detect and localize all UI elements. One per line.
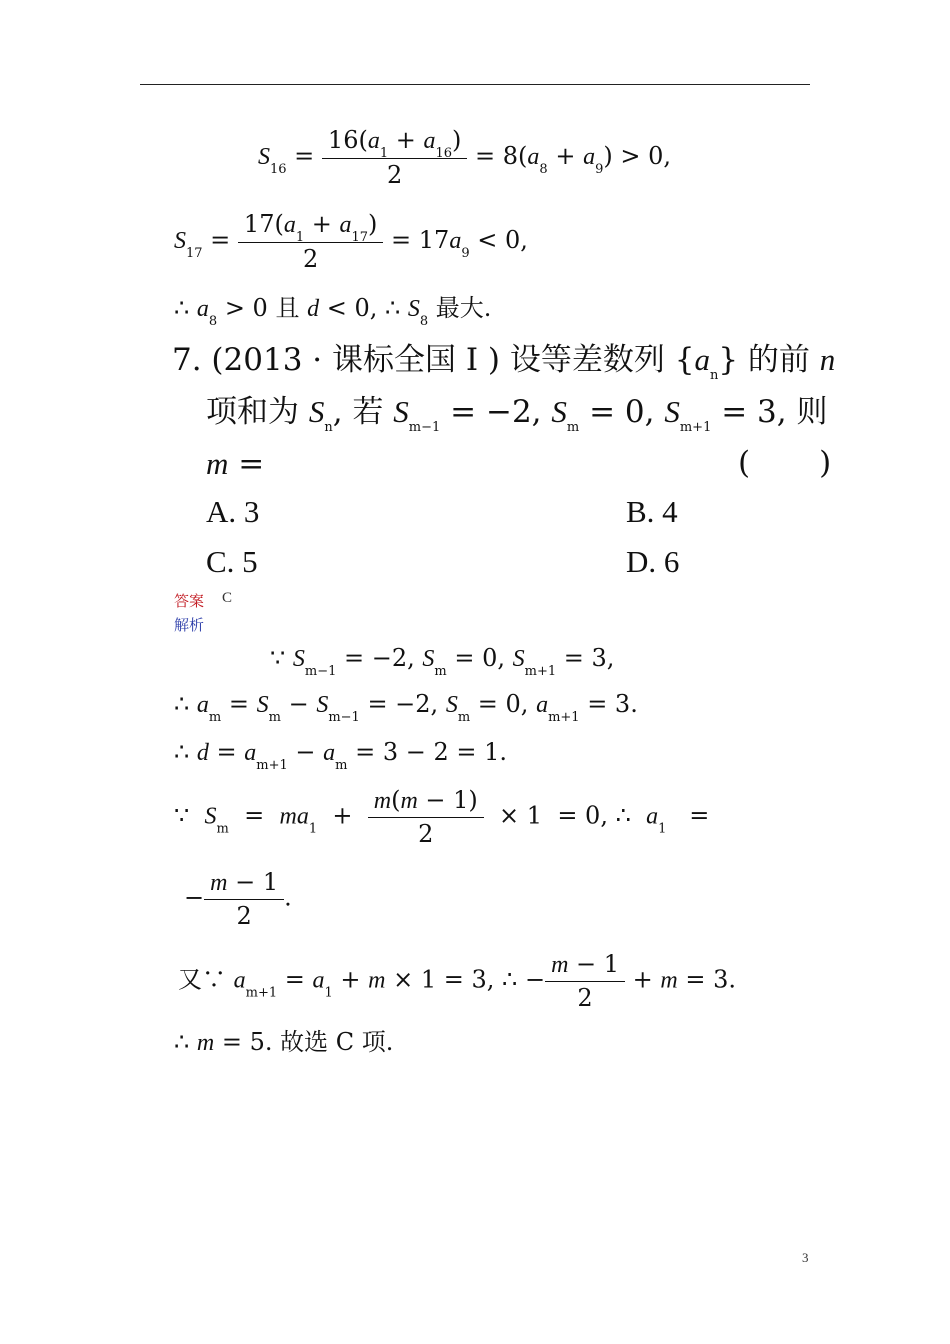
question-line-1: 7. (2013 · 课标全国 Ⅰ ) 设等差数列 $\{a_n\}$ 的前 n — [172, 342, 836, 383]
analysis-line-4: ∵ $S_m = ma_1$ + $\frac{m(m - 1)}{2}$ × 1 = 0, ∴ $a_1$ = — [174, 786, 710, 848]
analysis-line-3: ∴ $d = a_{m+1} - a_m = 3 - 2 = 1$. — [174, 738, 508, 773]
question-line-2: 项和为 $S_n$, 若 $S_{m-1} = -2$, $S_m = 0$, $S_{m+1} = 3$, 则 — [206, 394, 828, 435]
question-line-3: m = — [206, 446, 265, 482]
option-b: B. 4 — [626, 494, 678, 529]
answer-paren: ( ) — [738, 445, 832, 481]
s16-equation: $S_{16}$ = $\frac{16(a_1 + a_{16})}{2}$ = $8(a_8 + a_9) > 0$, — [258, 126, 671, 189]
s8-conclusion: ∴ $a_8 > 0$ 且 d < 0, ∴ $S_8$ 最大. — [174, 294, 492, 329]
s17-equation: $S_{17}$ = $\frac{17(a_1 + a_{17})}{2}$ = $17a_9 < 0$, — [174, 210, 528, 273]
option-d: D. 6 — [626, 544, 680, 579]
analysis-line-6: ∴ m = 5. 故选 C 项. — [174, 1028, 394, 1056]
page-number: 3 — [802, 1250, 809, 1265]
answer-label: 答案 — [174, 592, 205, 610]
option-c: C. 5 — [206, 544, 258, 579]
analysis-line-2: ∴ $a_m = S_m - S_{m-1} = -2$, $S_m = 0$, $a_{m+1} = 3$. — [174, 690, 638, 725]
analysis-line-1: ∵ $S_{m-1} = -2$, $S_m = 0$, $S_{m+1} = 3$, — [270, 644, 615, 679]
analysis-line-5: 又∵ $a_{m+1} = a_1 + m \times 1 = 3$, ∴ − $\frac{m - 1}{2}$ + m = 3. — [178, 950, 737, 1012]
answer-value: C — [222, 590, 233, 606]
header-rule — [140, 84, 810, 85]
analysis-line-4b: − $\frac{m - 1}{2}$ . — [184, 868, 292, 930]
analysis-label: 解析 — [174, 616, 205, 634]
option-a: A. 3 — [206, 494, 260, 529]
